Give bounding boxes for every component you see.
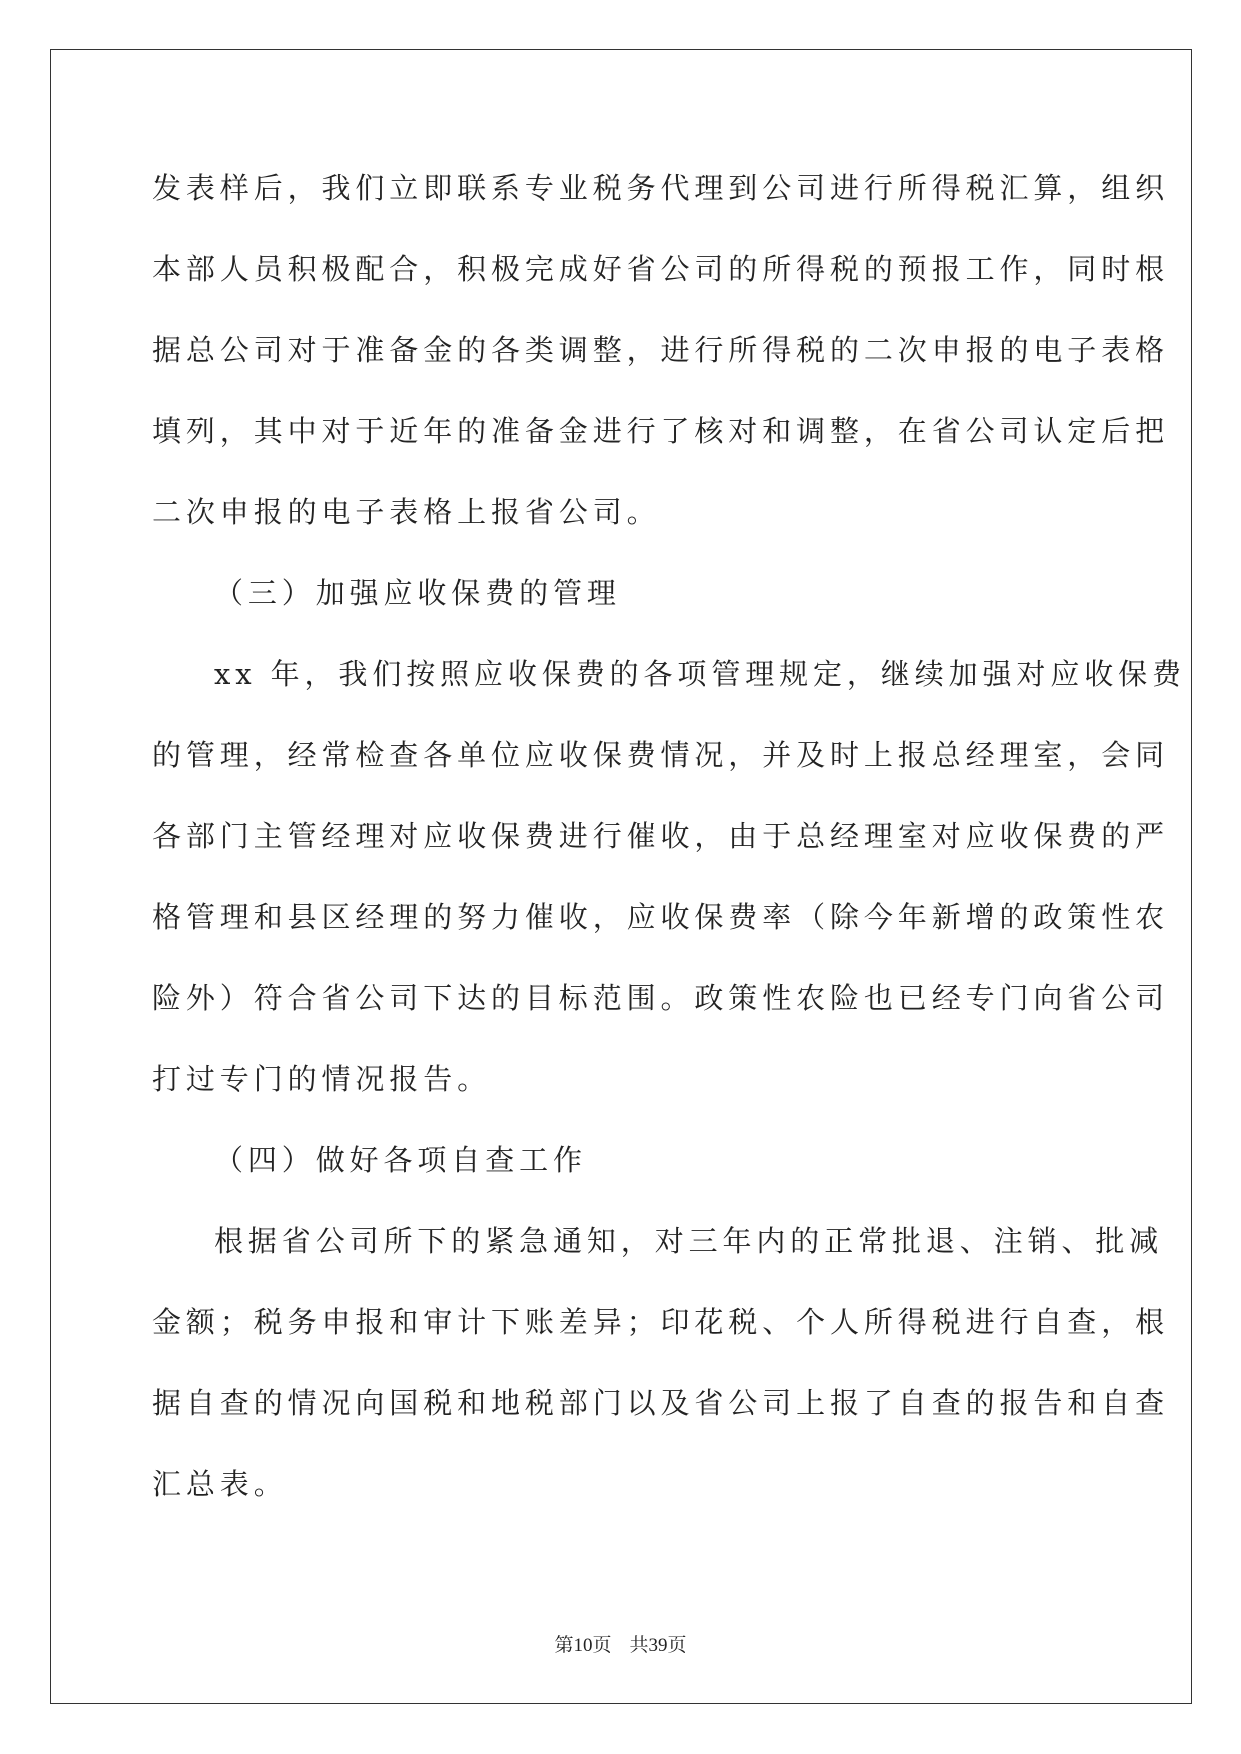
paragraph-line: 格管理和县区经理的努力催收，应收保费率（除今年新增的政策性农 [152,900,1170,934]
paragraph-line: 汇总表。 [152,1467,288,1501]
page-footer [0,1630,1241,1657]
section-heading: （三）加强应收保费的管理 [214,576,621,610]
paragraph-line: 据总公司对于准备金的各类调整，进行所得税的二次申报的电子表格 [152,333,1170,367]
page-number-total: 共39页 [629,1635,687,1656]
paragraph-line: 金额；税务申报和审计下账差异；印花税、个人所得税进行自查，根 [152,1305,1170,1339]
paragraph-line: xx 年，我们按照应收保费的各项管理规定，继续加强对应收保费 [214,657,1186,691]
section-heading: （四）做好各项自查工作 [214,1143,587,1177]
paragraph-line: 据自查的情况向国税和地税部门以及省公司上报了自查的报告和自查 [152,1386,1170,1420]
paragraph-line: 各部门主管经理对应收保费进行催收，由于总经理室对应收保费的严 [152,819,1170,853]
paragraph-line: 险外）符合省公司下达的目标范围。政策性农险也已经专门向省公司 [152,981,1170,1015]
paragraph-line: 填列，其中对于近年的准备金进行了核对和调整，在省公司认定后把 [152,414,1170,448]
paragraph-line: 根据省公司所下的紧急通知，对三年内的正常批退、注销、批减 [214,1224,1164,1258]
paragraph-line: 二次申报的电子表格上报省公司。 [152,495,661,529]
paragraph-line: 打过专门的情况报告。 [152,1062,492,1096]
paragraph-line: 的管理，经常检查各单位应收保费情况，并及时上报总经理室，会同 [152,738,1170,772]
page-number-current: 第10页 [554,1635,612,1656]
paragraph-line: 发表样后，我们立即联系专业税务代理到公司进行所得税汇算，组织 [152,171,1170,205]
document-body [152,164,1186,1541]
paragraph-line: 本部人员积极配合，积极完成好省公司的所得税的预报工作，同时根 [152,252,1170,286]
